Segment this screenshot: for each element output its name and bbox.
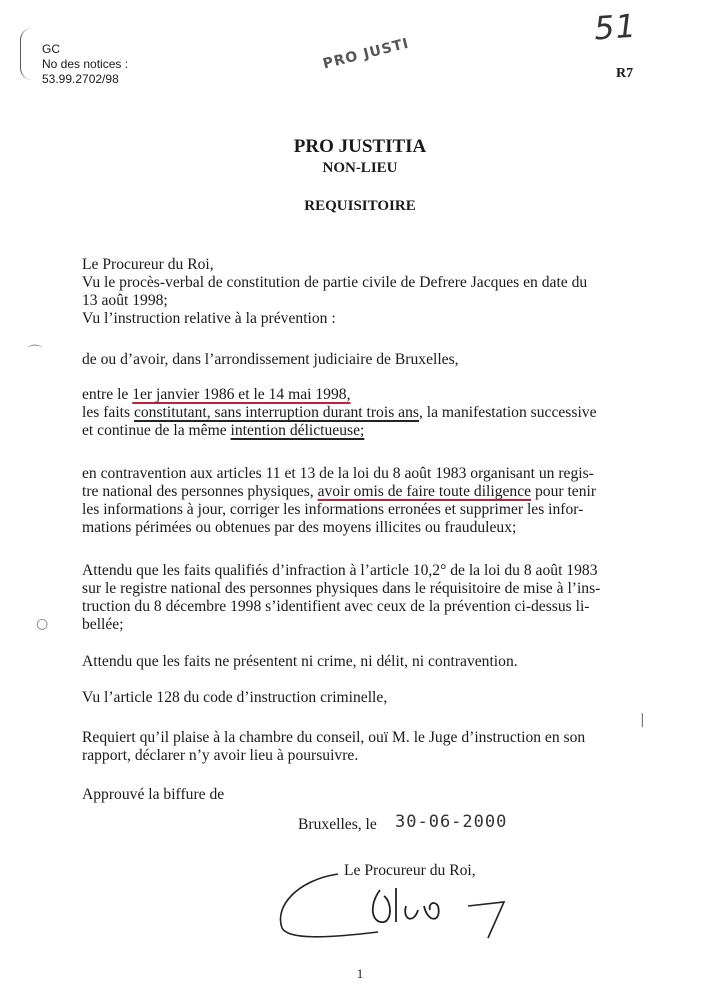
text-line: les informations à jour, corriger les informations erronées et supprimer les infor-: [82, 501, 584, 518]
text-line: en contravention aux articles 11 et 13 de la loi du 8 août 1983 organisant un regis-: [82, 465, 594, 482]
paragraph-contravention: [82, 465, 627, 537]
text-line: de ou d’avoir, dans l’arrondissement judiciaire de Bruxelles,: [82, 351, 459, 368]
text-line: Vu le procès-verbal de constitution de partie civile de Defrere Jacques en date du: [82, 274, 588, 291]
underlined-dates: 1er janvier 1986 et le 14 mai 1998,: [132, 386, 351, 403]
reference-code: R7: [616, 66, 634, 81]
paragraph-prevention: [82, 351, 627, 369]
underlined-phrase: avoir omis de faire toute diligence: [317, 483, 532, 500]
text-line: [82, 404, 627, 422]
notice-metadata: [42, 42, 128, 87]
text-line: mations périmées ou obtenues par des moyens illicites ou frauduleux;: [82, 519, 517, 536]
text-line: Approuvé la biffure de: [82, 786, 225, 803]
pro-justitia-stamp: PRO JUSTI: [321, 35, 411, 73]
text-line: Le Procureur du Roi,: [82, 256, 214, 273]
text-line: [82, 422, 627, 440]
handwritten-bracket: [20, 28, 35, 80]
main-title: PRO JUSTITIA: [293, 136, 427, 157]
text-line: Attendu que les faits qualifiés d’infraction à l’article 10,2° de la loi du 8 août 1983: [82, 562, 598, 579]
signatory-title: Le Procureur du Roi,: [344, 862, 476, 879]
handwritten-number: 51: [592, 6, 638, 48]
text-run: tre national des personnes physiques,: [82, 483, 318, 500]
date-stamp: 30-06-2000: [395, 812, 508, 832]
paragraph-biffure: [82, 786, 627, 804]
text-line: truction du 8 décembre 1998 s’identifient avec ceux de la prévention ci-dessus li-: [82, 598, 590, 615]
meta-line: 53.99.2702/98: [42, 72, 119, 86]
text-run: pour tenir: [531, 483, 597, 500]
text-line: 13 août 1998;: [82, 292, 168, 309]
text-run: et continue de la même: [82, 422, 231, 439]
paragraph-intro: [82, 256, 627, 328]
paragraph-period: [82, 386, 627, 440]
text-line: Vu l’article 128 du code d’instruction criminelle,: [82, 689, 388, 706]
paragraph-attendu-1: [82, 562, 627, 634]
underlined-phrase: constitutant, sans interruption durant trois ans: [133, 404, 419, 421]
text-line: rapport, déclarer n’y avoir lieu à poursuivre.: [82, 747, 359, 764]
paragraph-article: [82, 689, 627, 707]
text-run: , la manifestation successive: [418, 404, 597, 421]
paragraph-attendu-2: [82, 653, 627, 671]
paragraph-requiert: [82, 729, 627, 765]
handwritten-signature: [268, 866, 528, 944]
text-run: les faits: [82, 404, 134, 421]
text-run: entre le: [82, 386, 133, 403]
text-line: [82, 483, 627, 501]
text-line: sur le registre national des personnes physiques dans le réquisitoire de mise à l’ins-: [82, 580, 601, 597]
page-number: 1: [356, 966, 364, 981]
underlined-phrase: intention délictueuse;: [230, 422, 365, 439]
signature-city: Bruxelles, le: [298, 816, 377, 833]
text-line: Attendu que les faits ne présentent ni crime, ni délit, ni contravention.: [82, 653, 518, 670]
text-line: Vu l’instruction relative à la prévention :: [82, 310, 336, 327]
document-type: REQUISITOIRE: [304, 198, 416, 214]
margin-mark: ⌒: [28, 345, 42, 361]
subtitle: NON-LIEU: [322, 160, 398, 176]
margin-mark: ○: [36, 616, 49, 632]
meta-line: GC: [42, 42, 60, 56]
text-line: bellée;: [82, 616, 124, 633]
margin-mark: |: [640, 712, 645, 728]
meta-line: No des notices :: [42, 57, 129, 71]
text-line: [82, 386, 627, 404]
text-line: Requiert qu’il plaise à la chambre du conseil, ouï M. le Juge d’instruction en son: [82, 729, 586, 746]
